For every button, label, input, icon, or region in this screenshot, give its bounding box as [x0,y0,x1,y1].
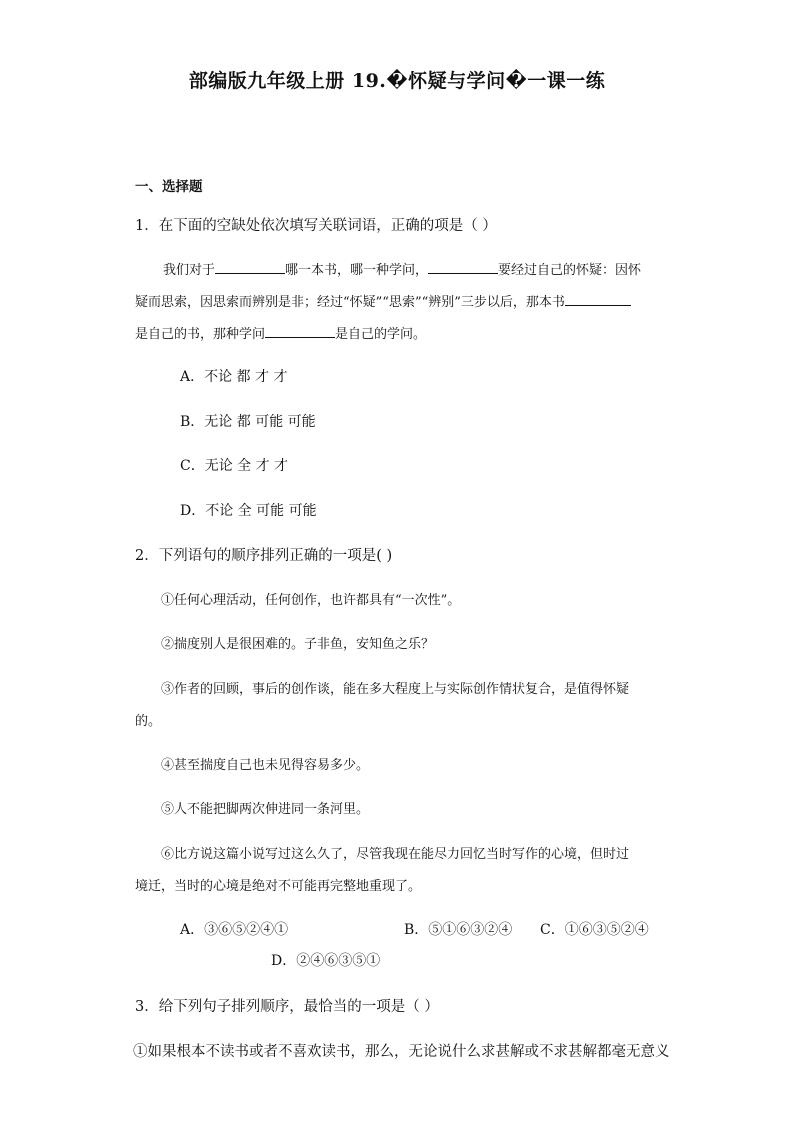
question-2-option-c: C．①⑥③⑤②④ [540,922,649,938]
question-3-item-1: ①如果根本不读书或者不喜欢读书，那么，无论说什么求甚解或不求甚解都毫无意义 [133,1044,670,1060]
question-1-passage-line-3: 是自己的书，那种学问 是自己的学问。 [135,323,426,342]
question-3-stem: 3．给下列句子排列顺序，最恰当的一项是（ ） [135,999,439,1015]
answer-blank [215,259,285,274]
question-2-option-b: B．⑤①⑥③②④ [404,922,513,938]
question-1-passage-line-2: 疑而思索，因思索而辨别是非；经过“怀疑”“思索”“辨别”三步以后，那本书 [135,291,631,310]
question-2-item-3-cont: 的。 [135,714,162,729]
answer-blank [265,323,335,338]
answer-blank [428,259,498,274]
answer-blank [565,291,631,306]
question-2-item-6-cont: 境迁，当时的心境是绝对不可能再完整地重现了。 [135,879,422,894]
question-2-item-1: ①任何心理活动，任何创作，也许都具有“一次性”。 [161,593,461,608]
question-2-item-2: ②揣度别人是很困难的。子非鱼，安知鱼之乐？ [161,637,435,652]
question-2-item-4: ④甚至揣度自己也未见得容易多少。 [161,758,370,773]
question-2-item-3: ③作者的回顾，事后的创作谈，能在多大程度上与实际创作情状复合，是值得怀疑 [161,682,630,697]
question-1-option-d: D．不论 全 可能 可能 [180,503,317,519]
question-2-item-6: ⑥比方说这篇小说写过这么久了，尽管我现在能尽力回忆当时写作的心境，但时过 [161,847,630,862]
question-2-stem: 2．下列语句的顺序排列正确的一项是( ) [135,548,393,564]
page-title: 部编版九年级上册 19.�怀疑与学问�一课一练 [188,70,606,92]
section-heading: 一、选择题 [135,179,203,195]
question-1-stem: 1．在下面的空缺处依次填写关联词语，正确的项是（ ） [135,218,497,234]
question-1-option-b: B．无论 都 可能 可能 [180,414,316,430]
question-2-item-5: ⑤人不能把脚两次伸进同一条河里。 [161,802,370,817]
question-2-option-a: A．③⑥⑤②④① [180,922,289,938]
question-1-option-c: C．无论 全 才 才 [180,458,289,474]
question-1-option-a: A．不论 都 才 才 [180,369,288,385]
question-1-passage-line-1: 我们对于 哪一本书，哪一种学问， 要经过自己的怀疑：因怀 [163,259,641,278]
question-2-option-d: D．②④⑥③⑤① [271,953,381,969]
